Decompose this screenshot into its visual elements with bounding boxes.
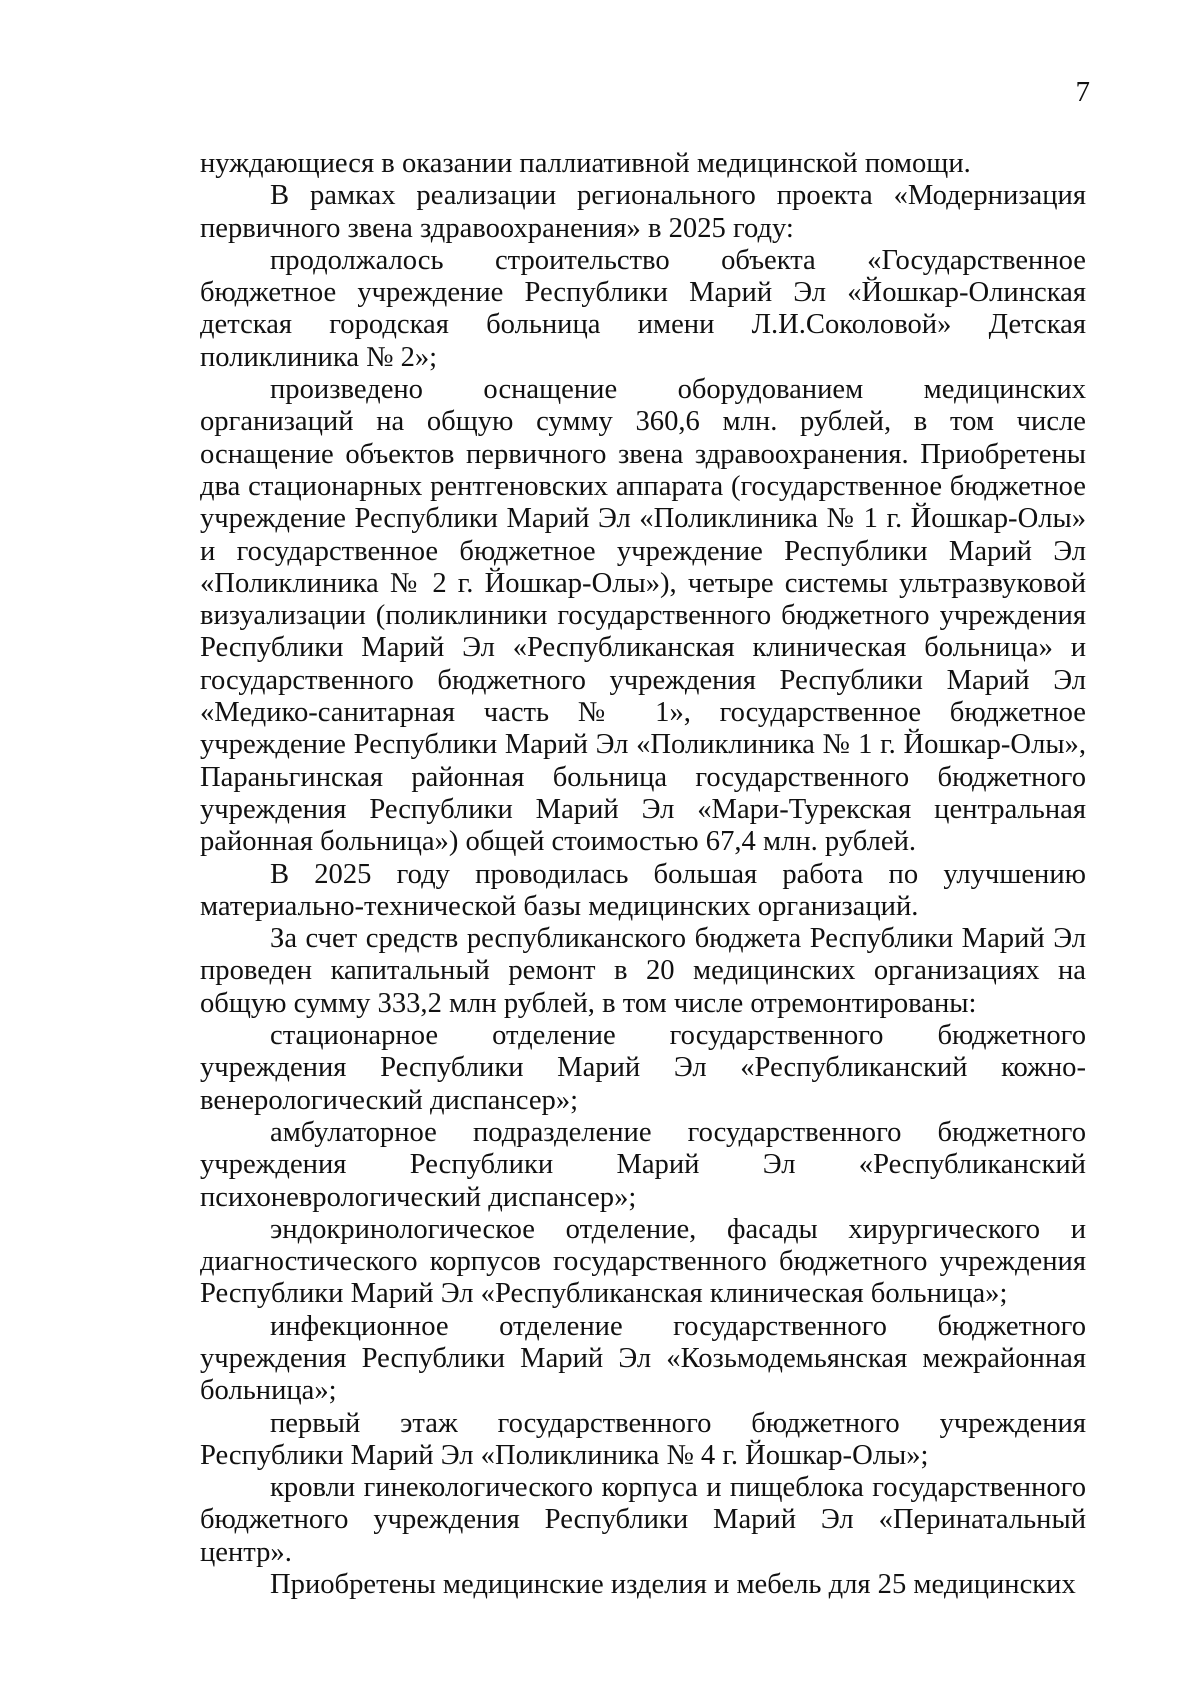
paragraph: За счет средств республиканского бюджета Республики Марий Эл проведен капитальный ремонт в 20 медицинских организациях на общую сумму 333,2 млн рублей, в том числе отремонтированы:: [200, 923, 1086, 1019]
paragraph: стационарное отделение государственного бюджетного учреждения Республики Марий Эл «Республиканский кожно-венерологический диспансер»;: [200, 1020, 1086, 1116]
document-body: [200, 148, 1086, 1601]
paragraph: В 2025 году проводилась большая работа по улучшению материально-технической базы медицинских организаций.: [200, 858, 1086, 922]
paragraph: В рамках реализации регионального проекта «Модернизация первичного звена здравоохранения» в 2025 году:: [200, 180, 1086, 244]
page-number: 7: [1075, 76, 1090, 108]
paragraph: продолжалось строительство объекта «Государственное бюджетное учреждение Республики Марий Эл «Йошкар-Олинская детская городская больница имени Л.И.Соколовой» Детская поликлиника № 2»;: [200, 244, 1086, 373]
paragraph: амбулаторное подразделение государственного бюджетного учреждения Республики Марий Эл «Республиканский психоневрологический диспансер»;: [200, 1116, 1086, 1213]
paragraph: инфекционное отделение государственного бюджетного учреждения Республики Марий Эл «Козьмодемьянская межрайонная больница»;: [200, 1310, 1086, 1407]
paragraph: произведено оснащение оборудованием медицинских организаций на общую сумму 360,6 млн. рублей, в том числе оснащение объектов первичного звена здравоохранения. Приобретены два стационарных рентгеновских аппарата (государственное бюджетное учреждение Республики Марий Эл «Поликлиника № 1 г. Йошкар-Олы» и государственное бюджетное учреждение Республики Марий Эл «Поликлиника № 2 г. Йошкар-Олы»), четыре системы ультразвуковой визуализации (поликлиники государственного бюджетного учреждения Республики Марий Эл «Республиканская клиническая больница» и государственного бюджетного учреждения Республики Марий Эл «Медико-санитарная часть № 1», государственное бюджетное учреждение Республики Марий Эл «Поликлиника № 1 г. Йошкар-Олы», Параньгинская районная больница государственного бюджетного учреждения Республики Марий Эл «Мари-Турекская центральная районная больница») общей стоимостью 67,4 млн. рублей.: [200, 374, 1086, 858]
paragraph-continued: Приобретены медицинские изделия и мебель для 25 медицинских: [270, 1569, 1076, 1601]
paragraph: нуждающиеся в оказании паллиативной медицинской помощи.: [200, 148, 971, 179]
paragraph: эндокринологическое отделение, фасады хирургического и диагностического корпусов государственного бюджетного учреждения Республики Марий Эл «Республиканская клиническая больница»;: [200, 1213, 1086, 1310]
paragraph: первый этаж государственного бюджетного учреждения Республики Марий Эл «Поликлиника № 4 г. Йошкар-Олы»;: [200, 1407, 1086, 1471]
paragraph: кровли гинекологического корпуса и пищеблока государственного бюджетного учреждения Республики Марий Эл «Перинатальный центр».: [200, 1472, 1086, 1568]
